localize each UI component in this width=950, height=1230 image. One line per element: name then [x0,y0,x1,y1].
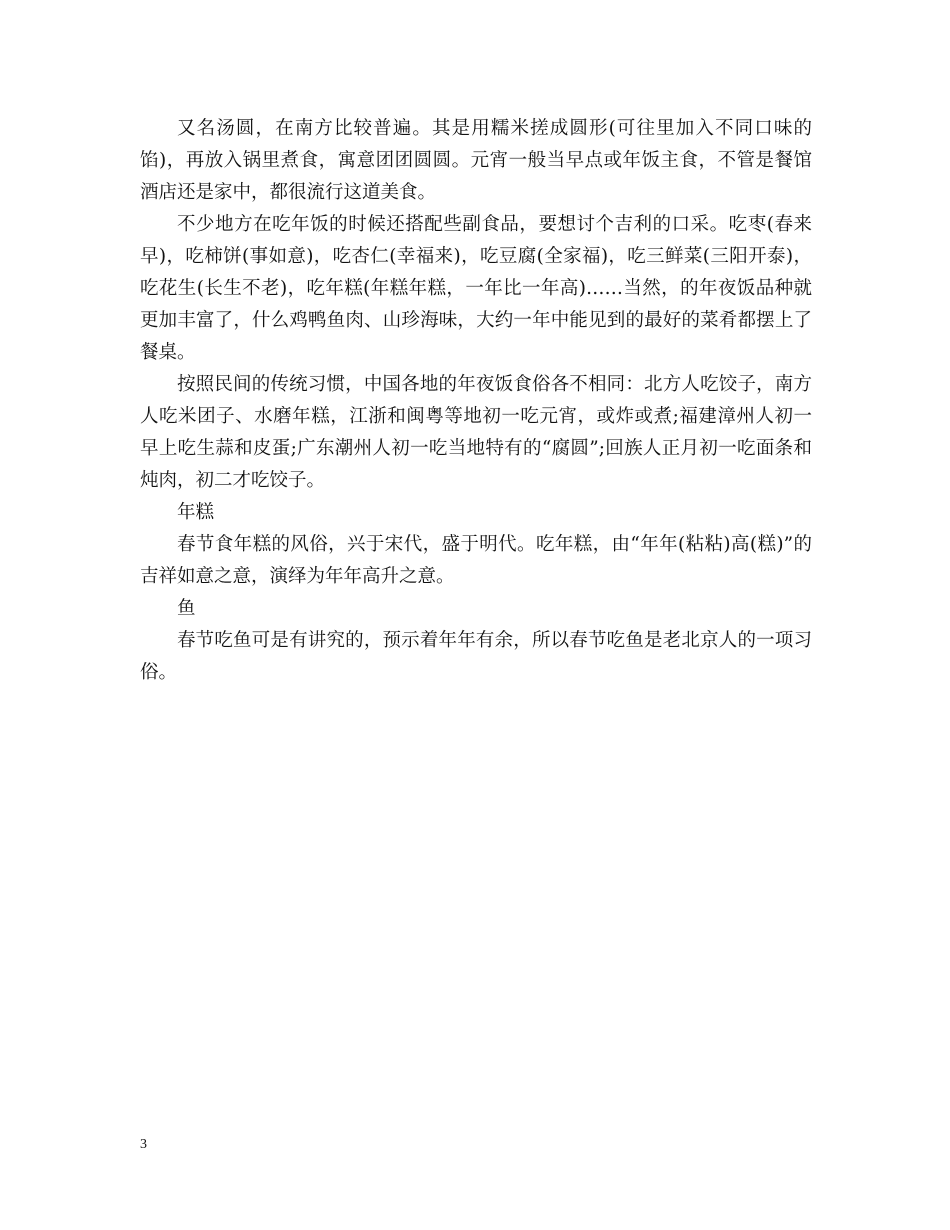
page-number: 3 [140,1137,147,1152]
paragraph-regional-customs: 按照民间的传统习惯，中国各地的年夜饭食俗各不相同：北方人吃饺子，南方人吃米团子、水磨年糕，江浙和闽粤等地初一吃元宵，或炸或煮;福建漳州人初一早上吃生蒜和皮蛋;广东潮州人初一吃当地特有的“腐圆”;回族人正月初一吃面条和炖肉，初二才吃饺子。 [140,374,812,491]
heading-niangao: 年糕 [177,502,215,523]
heading-fish: 鱼 [177,598,196,619]
paragraph-niangao: 春节食年糕的风俗，兴于宋代，盛于明代。吃年糕，由“年年(粘粘)高(糕)”的吉祥如意之意，演绎为年年高升之意。 [140,534,812,587]
document-body [140,113,812,689]
paragraph-fish: 春节吃鱼可是有讲究的，预示着年年有余，所以春节吃鱼是老北京人的一项习俗。 [140,630,812,683]
paragraph-side-dishes: 不少地方在吃年饭的时候还搭配些副食品，要想讨个吉利的口采。吃枣(春来早)，吃柿饼(事如意)，吃杏仁(幸福来)，吃豆腐(全家福)，吃三鲜菜(三阳开泰)，吃花生(长生不老)，吃年糕(年糕年糕，一年比一年高)……当然，的年夜饭品种就更加丰富了，什么鸡鸭鱼肉、山珍海味，大约一年中能见到的最好的菜肴都摆上了餐桌。 [140,214,812,363]
paragraph-tangyuan: 又名汤圆，在南方比较普遍。其是用糯米搓成圆形(可往里加入不同口味的馅)，再放入锅里煮食，寓意团团圆圆。元宵一般当早点或年饭主食，不管是餐馆酒店还是家中，都很流行这道美食。 [140,118,812,203]
